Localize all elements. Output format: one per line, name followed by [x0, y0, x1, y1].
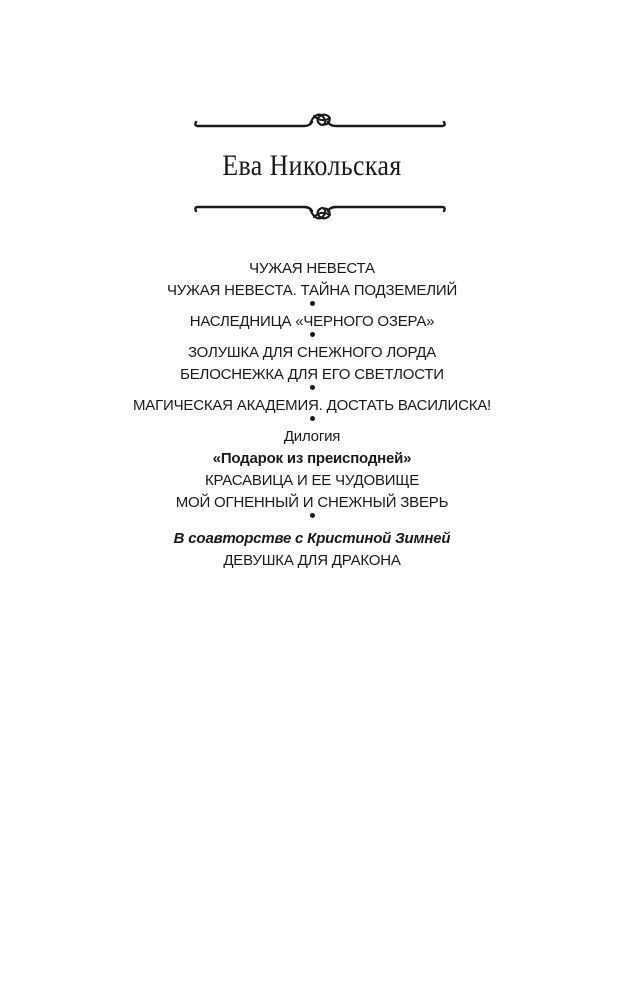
- author-name: Ева Никольская: [222, 149, 402, 182]
- book-title: ЗОЛУШКА ДЛЯ СНЕЖНОГО ЛОРДА: [187, 344, 437, 361]
- flourish-icon: [190, 197, 450, 227]
- book-title: ЧУЖАЯ НЕВЕСТА. ТАЙНА ПОДЗЕМЕЛИЙ: [166, 282, 458, 299]
- book-title: НАСЛЕДНИЦА «ЧЕРНОГО ОЗЕРА»: [189, 313, 435, 330]
- bullet-icon: [310, 301, 315, 306]
- book-title: КРАСАВИЦА И ЕЕ ЧУДОВИЩЕ: [204, 472, 420, 489]
- bottom-ornament-divider: [190, 197, 450, 227]
- book-title: ЧУЖАЯ НЕВЕСТА: [249, 260, 375, 277]
- book-title: БЕЛОСНЕЖКА ДЛЯ ЕГО СВЕТЛОСТИ: [180, 366, 444, 383]
- bullet-icon: [310, 513, 315, 518]
- bullet-separator: [0, 413, 624, 425]
- bullet-separator: [0, 298, 624, 310]
- book-title: МАГИЧЕСКАЯ АКАДЕМИЯ. ДОСТАТЬ ВАСИЛИСКА!: [132, 397, 492, 414]
- bullet-icon: [310, 332, 315, 337]
- book-title: ДЕВУШКА ДЛЯ ДРАКОНА: [223, 552, 401, 569]
- bullet-icon: [310, 385, 315, 390]
- bullet-icon: [310, 416, 315, 421]
- bullet-separator: [0, 382, 624, 394]
- series-label: Дилогия: [283, 428, 341, 445]
- flourish-icon: [190, 106, 450, 136]
- book-list: [0, 258, 624, 572]
- top-ornament-divider: [190, 106, 450, 136]
- series-name: «Подарок из преисподней»: [212, 450, 412, 467]
- bullet-separator: [0, 510, 624, 522]
- bullet-separator: [0, 329, 624, 341]
- book-title: МОЙ ОГНЕННЫЙ И СНЕЖНЫЙ ЗВЕРЬ: [175, 494, 449, 511]
- coauthor-label: В соавторстве с Кристиной Зимней: [173, 530, 451, 547]
